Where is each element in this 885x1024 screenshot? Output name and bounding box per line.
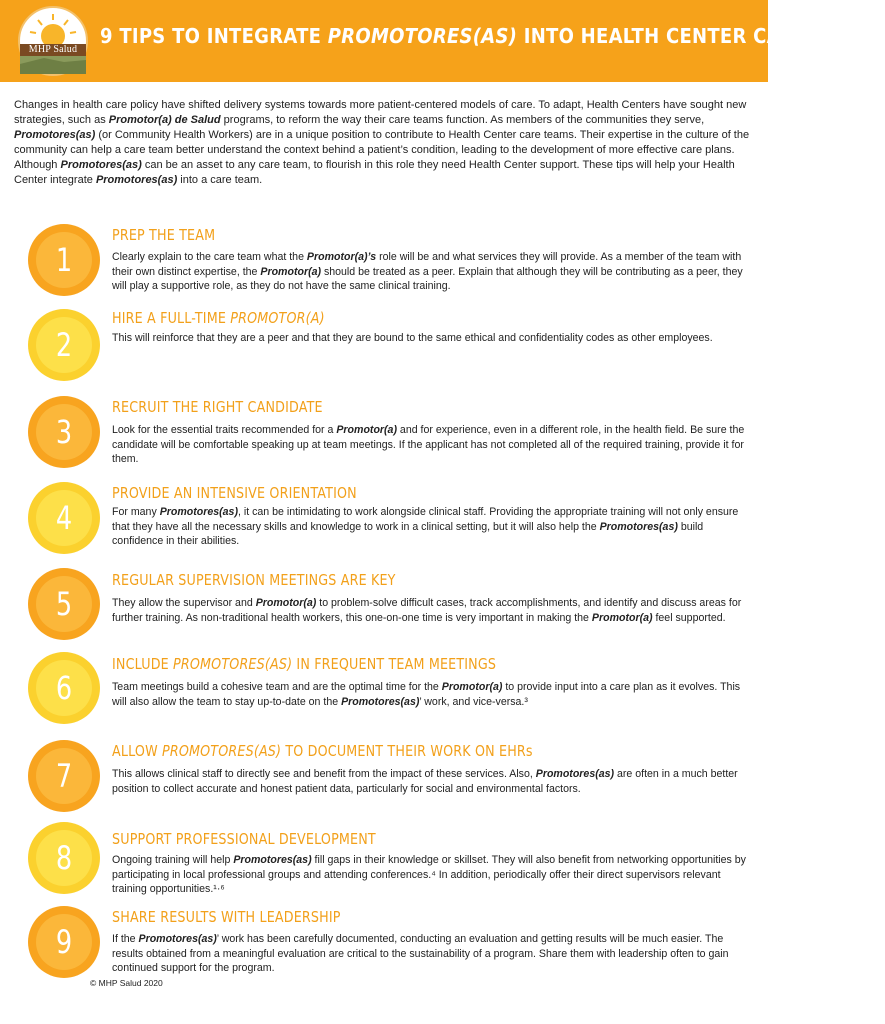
tip-body: Look for the essential traits recommended for a Promotor(a) and for experience, even in a different role, in the health field. Be sure the candidate will be comfortable speaking up at team meetings. If the applicant has not completed all of the required training, provide it for them. (112, 424, 745, 465)
tip-title: SHARE RESULTS WITH LEADERSHIP (112, 908, 341, 926)
tip-body: If the Promotores(as)’ work has been carefully documented, conducting an evaluation and getting results will be much easier. The results obtained from a meaningful evaluation are critical to the sustainability of a program. Share them with leadership often to gain continued support for the program. (112, 933, 729, 974)
tip-title: PREP THE TEAM (112, 226, 216, 244)
logo-text: MHP Salud (20, 44, 86, 56)
tip-body: Clearly explain to the care team what the Promotor(a)’s role will be and what services they will provide. As a member of the team with their own distinct expertise, the Promotor(a) should be treated as a peer. Explain that although they will be contributing as a peer, they will play a supportive role, as they do not have the same clinical training. (112, 251, 743, 292)
tip-number-badge: 4 (28, 482, 100, 554)
tip-number-badge: 5 (28, 568, 100, 640)
tip-number-badge: 3 (28, 396, 100, 468)
tip-body: This allows clinical staff to directly see and benefit from the impact of these services. Also, Promotores(as) are often in a much better position to collect accurate and honest patient data, particularly for social and environmental factors. (112, 768, 738, 795)
tip-body: Ongoing training will help Promotores(as) fill gaps in their knowledge or skillset. They will also benefit from networking opportunities by participating in local professional groups and attending conferences.⁴ In addition, periodically offer their direct supervisors relevant training opportunities.¹·⁶ (112, 854, 746, 895)
tip-body: They allow the supervisor and Promotor(a) to problem-solve difficult cases, track accomplishments, and identify and discuss areas for further training. As non-traditional health workers, this one-on-one time is very important in making the Promotor(a) feel supported. (112, 597, 742, 624)
tip-number-badge: 8 (28, 822, 100, 894)
intro-paragraph: Changes in health care policy have shifted delivery systems towards more patient-centered models of care. To adapt, Health Centers have sought new strategies, such as Promotor(a) de Salud programs, to reform the way their care teams function. As members of the communities they serve, Promotores(as) (or Community Health Workers) are in a unique position to contribute to Health Center care teams. Their expertise in the culture of the community can help a care team better understand the context behind a patient’s condition, leading to the development of more effective care plans. Although Promotores(as) can be an asset to any care team, to flourish in this role they need Health Center support. These tips will help your Health Center integrate Promotores(as) into a care team. (14, 99, 750, 186)
page-title: 9 TIPS TO INTEGRATE PROMOTORES(AS) INTO HEALTH CENTER CARE TEAMS (100, 24, 885, 48)
tip-title: ALLOW PROMOTORES(AS) TO DOCUMENT THEIR WORK ON EHRs (112, 742, 533, 760)
tip-number-badge: 7 (28, 740, 100, 812)
page-header (0, 0, 885, 82)
tip-title: SUPPORT PROFESSIONAL DEVELOPMENT (112, 830, 376, 848)
tip-body: Team meetings build a cohesive team and are the optimal time for the Promotor(a) to provide input into a care plan as it evolves. This will also allow the team to stay up-to-date on the Promotores(as)’ work, and vice-versa.³ (112, 681, 741, 708)
tip-number-badge: 9 (28, 906, 100, 978)
tip-title: REGULAR SUPERVISION MEETINGS ARE KEY (112, 571, 396, 589)
tip-title: RECRUIT THE RIGHT CANDIDATE (112, 398, 323, 416)
tip-title: PROVIDE AN INTENSIVE ORIENTATION (112, 484, 357, 502)
sun-mountain-logo-icon (20, 8, 86, 74)
copyright-footer: © MHP Salud 2020 (90, 978, 163, 988)
tip-number-badge: 6 (28, 652, 100, 724)
tip-number-badge: 1 (28, 224, 100, 296)
tip-body: For many Promotores(as), it can be intimidating to work alongside clinical staff. Providing the appropriate training will not only ensure that they have all the necessary skills and knowledge to work in a clinical setting, but it will also help the Promotores(as) build confidence in their abilities. (112, 506, 739, 547)
mhp-salud-logo (18, 6, 88, 76)
tip-title: INCLUDE PROMOTORES(AS) IN FREQUENT TEAM MEETINGS (112, 655, 497, 673)
tip-body: This will reinforce that they are a peer and that they are bound to the same ethical and confidentiality codes as other employees. (112, 332, 713, 344)
tip-title: HIRE A FULL-TIME PROMOTOR(A) (112, 309, 325, 327)
tip-number-badge: 2 (28, 309, 100, 381)
